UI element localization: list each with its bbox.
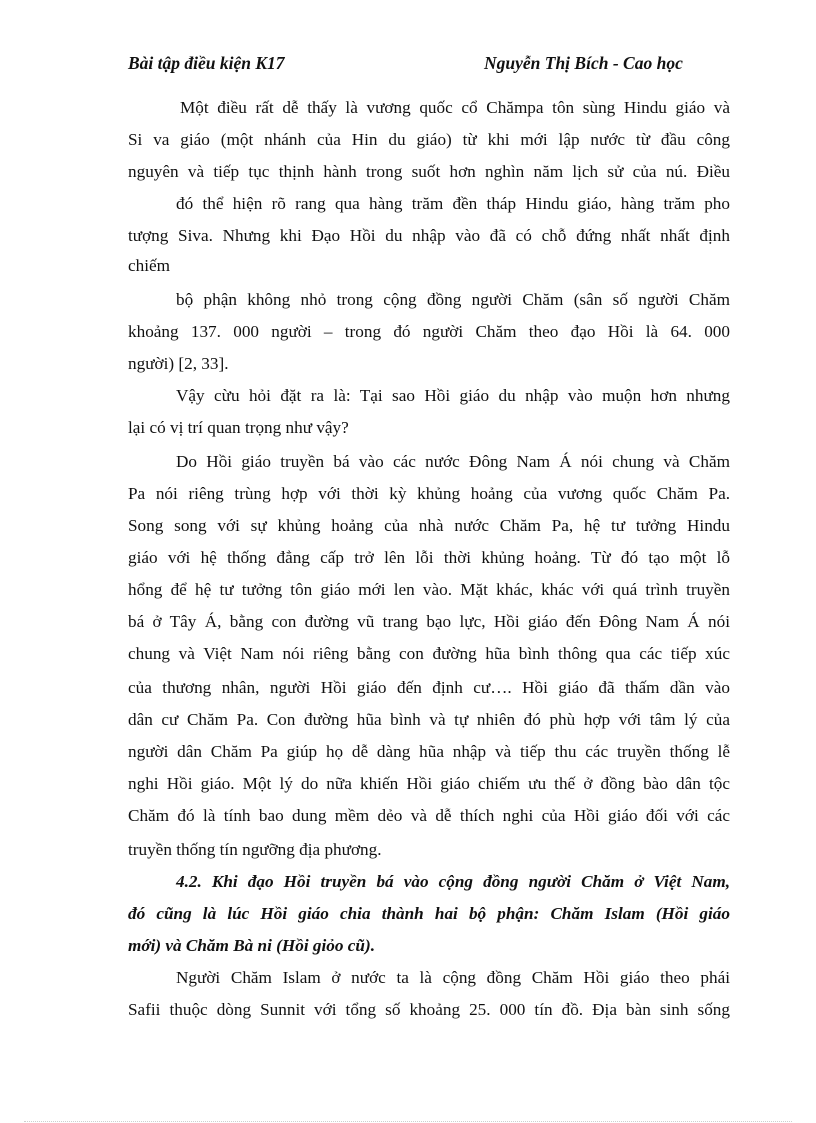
body-line: chiếm [128, 256, 170, 275]
body-line: người) [2, 33]. [128, 354, 229, 373]
body-line: hổng để hệ tư tưởng tôn giáo mới len vào. Mặt khác, khác với quá trình truyền [128, 580, 730, 599]
body-line: Người Chăm Islam ở nước ta là cộng đồng Chăm Hồi giáo theo phái [176, 968, 730, 987]
body-line: tượng Siva. Nhưng khi Đạo Hồi du nhập vào đã có chỗ đứng nhất nhất định [128, 226, 730, 245]
body-line: người dân Chăm Pa giúp họ dễ dàng hũa nhập và tiếp thu các truyền thống lễ [128, 742, 730, 761]
body-line: Pa nói riêng trùng hợp với thời kỳ khủng hoảng của vương quốc Chăm Pa. [128, 484, 730, 503]
section-heading-line: 4.2. Khi đạo Hồi truyền bá vào cộng đồng người Chăm ở Việt Nam, [176, 872, 730, 891]
body-line: lại có vị trí quan trọng như vậy? [128, 418, 349, 437]
body-line: Một điều rất dễ thấy là vương quốc cổ Chămpa tôn sùng Hindu giáo và [180, 98, 730, 117]
section-heading-line: đó cũng là lúc Hồi giáo chia thành hai bộ phận: Chăm Islam (Hồi giáo [128, 904, 730, 923]
header-right-author: Nguyễn Thị Bích - Cao học [484, 53, 683, 73]
header-left-title: Bài tập điều kiện K17 [128, 53, 285, 73]
body-line: nghi Hồi giáo. Một lý do nữa khiến Hồi giáo chiếm ưu thế ở đồng bào dân tộc [128, 774, 730, 793]
body-line: chung và Việt Nam nói riêng bằng con đường hũa bình thông qua các tiếp xúc [128, 644, 730, 663]
body-line: bộ phận không nhỏ trong cộng đồng người Chăm (sân số người Chăm [176, 290, 730, 309]
body-line: Do Hồi giáo truyền bá vào các nước Đông Nam Á nói chung và Chăm [176, 452, 730, 471]
body-line: khoảng 137. 000 người – trong đó người Chăm theo đạo Hồi là 64. 000 [128, 322, 730, 341]
section-heading-line: mới) và Chăm Bà ni (Hồi giỏo cũ). [128, 936, 375, 955]
body-line: giáo với hệ thống đẳng cấp trở lên lỗi thời khủng hoảng. Từ đó tạo một lỗ [128, 548, 730, 567]
body-line: nguyên và tiếp tục thịnh hành trong suốt hơn nghìn năm lịch sử của nú. Điều [128, 162, 730, 181]
body-line: Chăm đó là tính bao dung mềm dẻo và dễ thích nghi của Hồi giáo đối với các [128, 806, 730, 825]
body-line: Song song với sự khủng hoảng của nhà nước Chăm Pa, hệ tư tưởng Hindu [128, 516, 730, 535]
body-line: Safii thuộc dòng Sunnit với tổng số khoảng 25. 000 tín đồ. Địa bàn sinh sống [128, 1000, 730, 1019]
body-line: dân cư Chăm Pa. Con đường hũa bình và tự nhiên đó phù hợp với tâm lý của [128, 710, 730, 729]
body-line: của thương nhân, người Hồi giáo đến định cư…. Hồi giáo đã thấm dần vào [128, 678, 730, 697]
body-line: Vậy cừu hỏi đặt ra là: Tại sao Hồi giáo du nhập vào muộn hơn nhưng [176, 386, 730, 405]
body-line: Si va giáo (một nhánh của Hin du giáo) từ khi mới lập nước từ đầu công [128, 130, 730, 149]
body-line: truyền thống tín ngưỡng địa phương. [128, 840, 382, 859]
body-line: bá ở Tây Á, bằng con đường vũ trang bạo lực, Hồi giáo đến Đông Nam Á nói [128, 612, 730, 631]
body-line: đó thể hiện rõ rang qua hàng trăm đền tháp Hindu giáo, hàng trăm pho [176, 194, 730, 213]
page-bottom-rule [24, 1121, 792, 1122]
